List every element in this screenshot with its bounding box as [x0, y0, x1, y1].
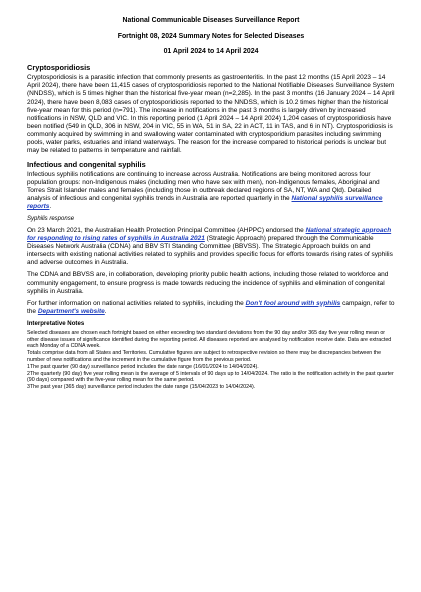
interpretative-notes	[27, 330, 395, 391]
interpretative-notes-heading: Interpretative Notes	[27, 320, 85, 328]
syphilis-paragraph-1	[27, 171, 395, 212]
notes-footnote-1: 1The past quarter (90 day) surveillance period includes the date range (16/01/2024 to 14/04/2024).	[27, 363, 259, 370]
national-strategic-approach-link[interactable]: National strategic approach for responding to rising rates of syphilis in Australia 2021	[27, 226, 392, 242]
syphilis-paragraph-4-end: .	[104, 307, 107, 315]
syphilis-response-heading: Syphilis response	[27, 216, 75, 223]
report-subtitle: Fortnight 08, 2024 Summary Notes for Selected Diseases	[117, 32, 305, 40]
crypto-heading: Cryptosporidiosis	[27, 63, 91, 73]
report-header	[27, 16, 395, 57]
syphilis-paragraph-1-text: Infectious syphilis notifications are continuing to increase across Australia. Notifications are being monitored across four population groups: non-Indigenous males (including men who have sex with men), non-Indigenous females, Aboriginal and Torres Strait Islander males and females (including those in outbreak declared regions of SA, NT, WA and Qld). Detailed analysis of infectious and congenital syphilis trends in Australia are reported quarterly in the	[27, 170, 380, 203]
syphilis-paragraph-4	[27, 300, 395, 316]
syphilis-paragraph-3: The CDNA and BBVSS are, in collaboration, developing priority public health actions, including those related to workforce and community engagement, to ensure progress is made towards reducing the incidence of syphilis and elimination of congenital syphilis in Australia.	[27, 271, 389, 295]
notes-paragraph-1: Selected diseases are chosen each fortnight based on either exceeding two standard deviations from the 90 day and/or 365 day five year rolling mean or other disease issues of significance identified during the reporting period. All diseases reported are analysed by notification receive date. Data are extracted each Monday of a CDNA week.	[27, 330, 392, 350]
notes-paragraph-2: Totals comprise data from all States and Territories. Cumulative figures are subject to retrospective revision so there may be discrepancies between the number of new notifications and the increment in the cumulative figure from the previous period.	[27, 350, 382, 363]
syphilis-paragraph-4-text-a: For further information on national activities related to syphilis, including the	[27, 299, 244, 307]
syphilis-paragraph-2-text-a: On 23 March 2021, the Australian Health Protection Principal Committee (AHPPC) endorsed the	[27, 226, 304, 234]
report-title: National Communicable Diseases Surveillance Report	[122, 17, 300, 24]
notes-footnote-2: 2The quarterly (90 day) five year rolling mean is the average of 5 intervals of 90 days up to 14/04/2024. The ratio is the notification activity in the past quarter (90 days) compared with the five-year rolling mean for the same period.	[27, 370, 394, 384]
report-dates: 01 April 2024 to 14 April 2024	[163, 48, 259, 56]
crypto-paragraph: Cryptosporidiosis is a parasitic infection that commonly presents as gastroenteritis. In the past 12 months (15 April 2023 – 14 April 2024), there have been 11,415 cases of cryptosporidiosis reported to the National Notifiable Diseases Surveillance System (NNDSS), which is 5 times higher than the historical five-year mean (n=2,285). In the past 3 months (16 January 2024 – 14 April 2024), there have been 8,083 cases of cryptosporidiosis reported to the NNDSS, which is 10.2 times higher than the historical five-year mean for this period (n=791). The increase in notifications in the past 3 months is largely driven by increased notifications in NSW, QLD and VIC. In this reporting period (1 April 2024 – 14 April 2024) 1,204 cases of cryptosporidiosis have been notified (549 in QLD, 306 in NSW, 204 in VIC, 55 in WA, 51 in SA, 22 in ACT, 11 in TAS, and 6 in NT). Cryptosporidiosis is commonly acquired by swimming in and swallowing water contaminated with cryptosporidium parasites including swimming pools, water parks, estuaries and inland waterways. The reason for the increase compared to historical periods is unclear but may be related to patterns in temperature and rainfall.	[27, 74, 395, 155]
syphilis-heading: Infectious and congenital syphilis	[27, 159, 146, 169]
syphilis-paragraph-4-text-b: campaign, refer to the	[27, 299, 395, 315]
report-body	[27, 63, 395, 391]
notes-footnote-3: 3The past year (365 day) surveillance period includes the date range (15/04/2023 to 14/04/2024).	[27, 384, 256, 391]
department-website-link[interactable]: Department's website	[37, 307, 105, 315]
syphilis-paragraph-2	[27, 227, 395, 268]
syphilis-paragraph-1-end: .	[49, 203, 52, 211]
national-syphilis-reports-link[interactable]: National syphilis surveillance reports	[27, 195, 383, 211]
syphilis-paragraph-2-text-b: (Strategic Approach) prepared through the Communicable Diseases Network Australia (CDNA) and BBV STI Standing Committee (BBVSS). The Strategic Approach builds on and intersects with existing national activities related to syphilis and provides specific focus for efforts towards rising rates of syphilis and adverse outcomes in Australia.	[27, 234, 393, 267]
dont-fool-around-link[interactable]: Don't fool around with syphilis	[245, 299, 341, 307]
